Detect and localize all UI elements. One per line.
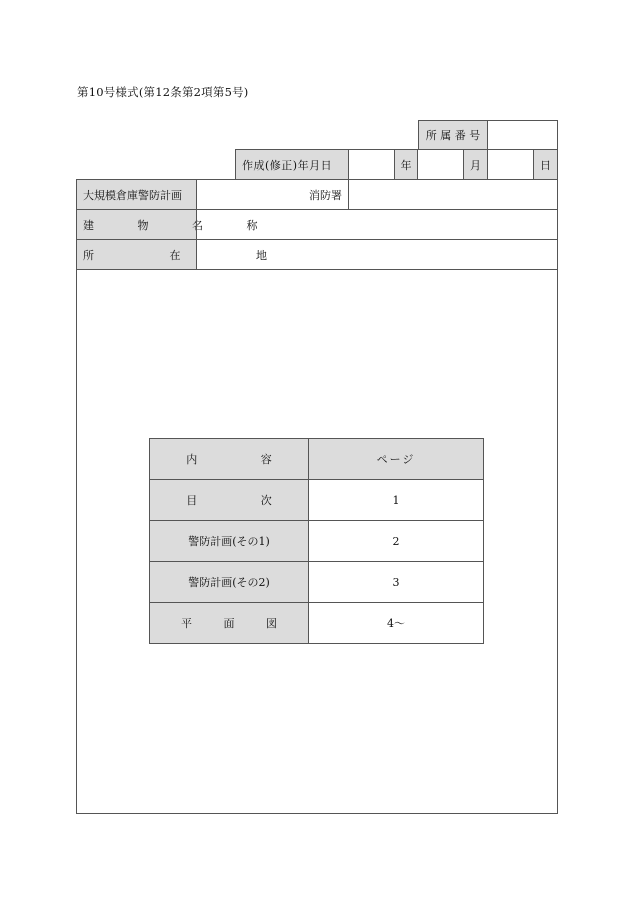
- contents-item-title: [150, 521, 309, 562]
- day-unit: [533, 149, 558, 180]
- year-field[interactable]: [348, 149, 395, 180]
- fire-station-cell[interactable]: [196, 179, 349, 210]
- contents-header-page-text: ページ: [376, 453, 416, 466]
- creation-date-label-text: 作成(修正)年月日: [242, 158, 333, 172]
- contents-header-row: [150, 439, 484, 480]
- contents-item-title-text: 目 次: [186, 494, 302, 507]
- plan-title-text: 大規模倉庫警防計画: [83, 188, 182, 202]
- plan-title-label: [76, 179, 197, 210]
- contents-header-title-text: 内 容: [186, 453, 302, 466]
- fire-station-label: 消防署: [309, 188, 342, 202]
- contents-item-title: [150, 603, 309, 644]
- table-row[interactable]: [150, 521, 484, 562]
- contents-header-page: [309, 439, 484, 480]
- month-field[interactable]: [417, 149, 464, 180]
- contents-item-title-text: 警防計画(その1): [188, 535, 270, 548]
- creation-date-label: [235, 149, 349, 180]
- contents-item-title: [150, 480, 309, 521]
- contents-item-page-text: 2: [392, 534, 400, 548]
- table-row[interactable]: [150, 480, 484, 521]
- table-row[interactable]: [150, 562, 484, 603]
- contents-item-page: [309, 480, 484, 521]
- location-label: [76, 239, 303, 270]
- building-name-label-text: 建 物 名 称: [83, 218, 278, 232]
- contents-item-title-text: 平 面 図: [181, 617, 291, 630]
- building-name-field[interactable]: [196, 209, 558, 240]
- day-unit-text: 日: [540, 158, 551, 172]
- contents-item-page: [309, 562, 484, 603]
- contents-table: [149, 438, 484, 644]
- affiliation-number-label-text: 所 属 番 号: [425, 129, 481, 142]
- location-label-text: 所 在 地: [83, 248, 303, 262]
- contents-item-title-text: 警防計画(その2): [188, 576, 270, 589]
- day-field[interactable]: [487, 149, 534, 180]
- plan-blank-field[interactable]: [348, 179, 558, 210]
- contents-item-page: [309, 521, 484, 562]
- contents-item-page-text: 1: [392, 493, 400, 507]
- form-number-title: 第10号様式(第12条第2項第5号): [77, 85, 249, 99]
- affiliation-number-field[interactable]: [487, 120, 558, 150]
- contents-item-page: [309, 603, 484, 644]
- year-unit: [394, 149, 418, 180]
- table-row[interactable]: [150, 603, 484, 644]
- month-unit-text: 月: [470, 158, 481, 172]
- contents-item-page-text: 3: [392, 575, 400, 589]
- contents-item-page-text: 4〜: [387, 617, 405, 630]
- affiliation-number-label: [418, 120, 488, 150]
- building-name-label: [76, 209, 278, 240]
- month-unit: [463, 149, 488, 180]
- contents-item-title: [150, 562, 309, 603]
- year-unit-text: 年: [400, 158, 412, 172]
- contents-header-title: [150, 439, 309, 480]
- location-field[interactable]: [196, 239, 558, 270]
